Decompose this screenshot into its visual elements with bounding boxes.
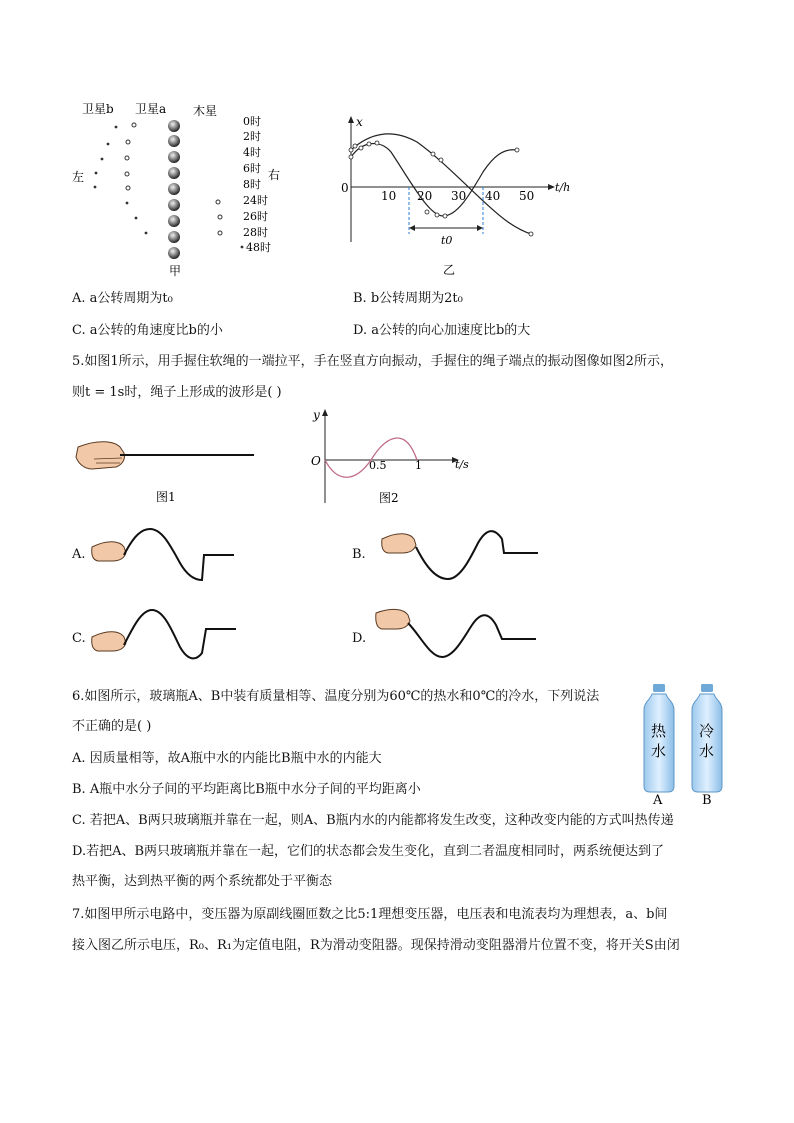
svg-text:热: 热: [651, 722, 667, 740]
sat-a-label: 卫星a: [135, 102, 167, 116]
svg-text:O: O: [311, 454, 321, 468]
q6-option-c: C. 若把A、B两只玻璃瓶并靠在一起，则A、B瓶内水的内能都将发生改变，这种改变内能的方式叫热传递: [72, 813, 674, 828]
right-label: 右: [268, 168, 281, 182]
svg-text:2时: 2时: [243, 130, 261, 143]
svg-text:0时: 0时: [243, 115, 261, 128]
svg-text:48时: 48时: [246, 241, 271, 254]
q5-option-c-wave: [88, 605, 238, 665]
bottle-b: [692, 684, 722, 806]
q5-stem-line1: 5.如图1所示，用手握住软绳的一端拉平，手在竖直方向振动，手握住的绳子端点的振动图像如图2所示，: [72, 354, 673, 369]
q6-option-d-line1: D.若把A、B两只玻璃瓶并靠在一起，它们的状态都会发生变化，直到二者温度相同时，两系统便达到了: [72, 844, 665, 859]
q5-option-c-label: C.: [72, 631, 86, 646]
bottle-a: [644, 684, 674, 806]
q5-option-b-label: B.: [352, 547, 366, 562]
svg-text:水: 水: [699, 742, 715, 760]
q5-option-d-label: D.: [352, 631, 367, 646]
fig1-hand-rope: [70, 425, 260, 510]
svg-text:冷: 冷: [699, 722, 715, 740]
q5-option-a-label: A.: [72, 547, 86, 562]
svg-text:24时: 24时: [243, 194, 268, 207]
curve-b: [351, 134, 531, 234]
caption-jia: 甲: [169, 264, 182, 278]
xt-graph: [333, 112, 578, 282]
q4-option-a: A. a公转周期为t₀: [72, 291, 173, 306]
svg-text:t/s: t/s: [455, 458, 469, 471]
q5-option-b-wave: [378, 525, 543, 585]
q6-stem-line2: 不正确的是( ): [72, 719, 152, 734]
svg-text:B: B: [702, 793, 712, 806]
fig1-caption: 图1: [156, 490, 176, 504]
left-label: 左: [72, 170, 85, 184]
q5-option-d-wave: [372, 605, 537, 665]
bottles-figure: [640, 682, 730, 806]
svg-text:50: 50: [519, 189, 535, 203]
svg-text:6时: 6时: [243, 162, 261, 175]
svg-text:10: 10: [381, 189, 397, 203]
q7-stem-line2: 接入图乙所示电压，R₀、R₁为定值电阻，R为滑动变阻器。现保持滑动变阻器滑片位置不变，将开关S由闭: [72, 938, 680, 953]
q4-option-d: D. a公转的向心加速度比b的大: [353, 323, 531, 338]
q5-option-a-wave: [88, 525, 238, 585]
svg-text:y: y: [313, 408, 320, 422]
q6-option-d-line2: 热平衡，达到热平衡的两个系统都处于平衡态: [72, 874, 333, 889]
svg-text:0: 0: [341, 181, 349, 195]
q5-stem-line2: 则t = 1s时，绳子上形成的波形是( ): [72, 385, 282, 400]
q4-option-b: B. b公转周期为2t₀: [353, 291, 463, 306]
svg-text:40: 40: [485, 189, 501, 203]
caption-yi: 乙: [443, 263, 456, 277]
fig2-vibration-graph: [305, 405, 480, 510]
satellite-diagram: [60, 95, 300, 280]
svg-text:26时: 26时: [243, 210, 268, 223]
svg-text:8时: 8时: [243, 178, 261, 191]
jupiter-label: 木星: [193, 104, 218, 118]
q6-option-a: A. 因质量相等，故A瓶中水的内能比B瓶中水的内能大: [72, 751, 382, 766]
svg-text:t/h: t/h: [555, 181, 571, 194]
sat-b-label: 卫星b: [82, 102, 114, 116]
fig2-caption: 图2: [379, 491, 399, 505]
svg-text:0.5: 0.5: [369, 459, 387, 472]
svg-text:28时: 28时: [243, 226, 268, 239]
svg-text:1: 1: [415, 459, 422, 472]
svg-text:x: x: [356, 115, 363, 129]
svg-text:30: 30: [451, 189, 467, 203]
q4-option-c: C. a公转的角速度比b的小: [72, 323, 223, 338]
svg-text:4时: 4时: [243, 146, 261, 159]
svg-text:20: 20: [417, 189, 433, 203]
svg-text:t0: t0: [441, 234, 453, 247]
svg-text:A: A: [653, 793, 663, 806]
q6-stem-line1: 6.如图所示，玻璃瓶A、B中装有质量相等、温度分别为60℃的热水和0℃的冷水，下列说法: [72, 689, 600, 704]
q6-option-b: B. A瓶中水分子间的平均距离比B瓶中水分子间的平均距离小: [72, 782, 421, 797]
jupiter-sequence: [168, 120, 180, 259]
svg-text:水: 水: [651, 742, 667, 760]
q7-stem-line1: 7.如图甲所示电路中，变压器为原副线圈匝数之比5:1理想变压器，电压表和电流表均为理想表，a、b间: [72, 907, 668, 922]
